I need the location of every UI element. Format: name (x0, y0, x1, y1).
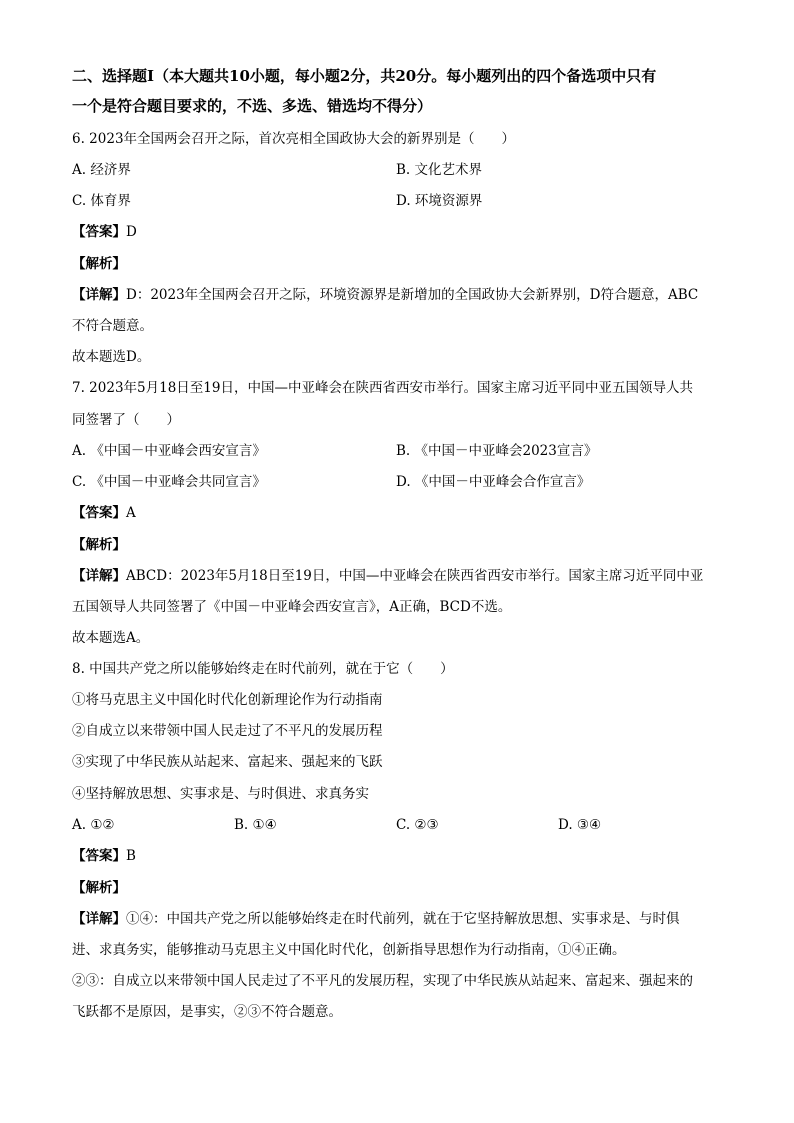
answer-value: A (126, 505, 136, 521)
q8-detail-line3: ②③：自成立以来带领中国人民走过了不平凡的发展历程，实现了中华民族从站起来、富起来、强起来的 (72, 973, 693, 989)
q7-stem-line2: 同签署了（ ） (72, 412, 180, 428)
q6-detail-line1 (72, 285, 698, 305)
q6-stem: 6. 2023年全国两会召开之际，首次亮相全国政协大会的新界别是（ ） (72, 131, 516, 147)
q7-conclusion: 故本题选A。 (72, 630, 150, 646)
detail-text: ①④：中国共产党之所以能够始终走在时代前列，就在于它坚持解放思想、实事求是、与时俱 (126, 911, 680, 927)
answer-value: B (126, 848, 136, 864)
q8-stem: 8. 中国共产党之所以能够始终走在时代前列，就在于它（ ） (72, 661, 454, 677)
q6-option-d: D. 环境资源界 (396, 193, 483, 209)
q7-stem-line1: 7. 2023年5月18日至19日，中国—中亚峰会在陕西省西安市举行。国家主席习近平同中亚五国领导人共 (72, 380, 693, 396)
answer-value: D (126, 224, 137, 240)
q7-answer (72, 503, 136, 523)
section-heading-line1: 二、选择题Ⅰ（本大题共10小题，每小题2分，共20分。每小题列出的四个备选项中只有 (72, 67, 657, 85)
q7-option-a: A. 《中国－中亚峰会西安宣言》 (72, 443, 266, 459)
q7-detail-line2: 五国领导人共同签署了《中国－中亚峰会西安宣言》，A正确，BCD不选。 (72, 599, 512, 615)
detail-tag: 【详解】 (72, 568, 126, 584)
q7-detail-line1 (72, 566, 703, 586)
answer-tag: 【答案】 (72, 224, 126, 240)
q8-detail-line4: 飞跃都不是原因，是事实，②③不符合题意。 (72, 1004, 342, 1020)
q8-option-a: A. ①② (72, 817, 115, 833)
q8-detail-line2: 进、求真务实，能够推动马克思主义中国化时代化，创新指导思想作为行动指南，①④正确。 (72, 942, 626, 958)
detail-tag: 【详解】 (72, 287, 126, 303)
q8-item-3: ③实现了中华民族从站起来、富起来、强起来的飞跃 (72, 754, 383, 770)
answer-tag: 【答案】 (72, 505, 126, 521)
detail-text: D：2023年全国两会召开之际，环境资源界是新增加的全国政协大会新界别，D符合题意，ABC (126, 287, 699, 303)
q8-option-c: C. ②③ (396, 817, 439, 833)
detail-text: ABCD：2023年5月18日至19日，中国—中亚峰会在陕西省西安市举行。国家主席习近平同中亚 (126, 568, 704, 584)
q6-analysis-tag: 【解析】 (72, 256, 126, 272)
q6-conclusion: 故本题选D。 (72, 349, 151, 365)
q8-answer (72, 846, 136, 866)
q6-option-c: C. 体育界 (72, 193, 131, 209)
q8-option-b: B. ①④ (234, 817, 277, 833)
q6-option-a: A. 经济界 (72, 162, 131, 178)
q8-analysis-tag: 【解析】 (72, 880, 126, 896)
q8-item-4: ④坚持解放思想、实事求是、与时俱进、求真务实 (72, 786, 369, 802)
q8-detail-line1 (72, 909, 680, 929)
q6-detail-line2: 不符合题意。 (72, 318, 153, 334)
q7-analysis-tag: 【解析】 (72, 537, 126, 553)
section-heading-line2: 一个是符合题目要求的，不选、多选、错选均不得分） (72, 97, 433, 115)
answer-tag: 【答案】 (72, 848, 126, 864)
q6-answer (72, 222, 137, 242)
q8-item-1: ①将马克思主义中国化时代化创新理论作为行动指南 (72, 692, 383, 708)
q6-option-b: B. 文化艺术界 (396, 162, 483, 178)
q8-item-2: ②自成立以来带领中国人民走过了不平凡的发展历程 (72, 723, 383, 739)
q7-option-b: B. 《中国－中亚峰会2023宣言》 (396, 443, 598, 459)
q8-option-d: D. ③④ (558, 817, 602, 833)
q7-option-d: D. 《中国－中亚峰会合作宣言》 (396, 474, 591, 490)
detail-tag: 【详解】 (72, 911, 126, 927)
q7-option-c: C. 《中国－中亚峰会共同宣言》 (72, 474, 266, 490)
